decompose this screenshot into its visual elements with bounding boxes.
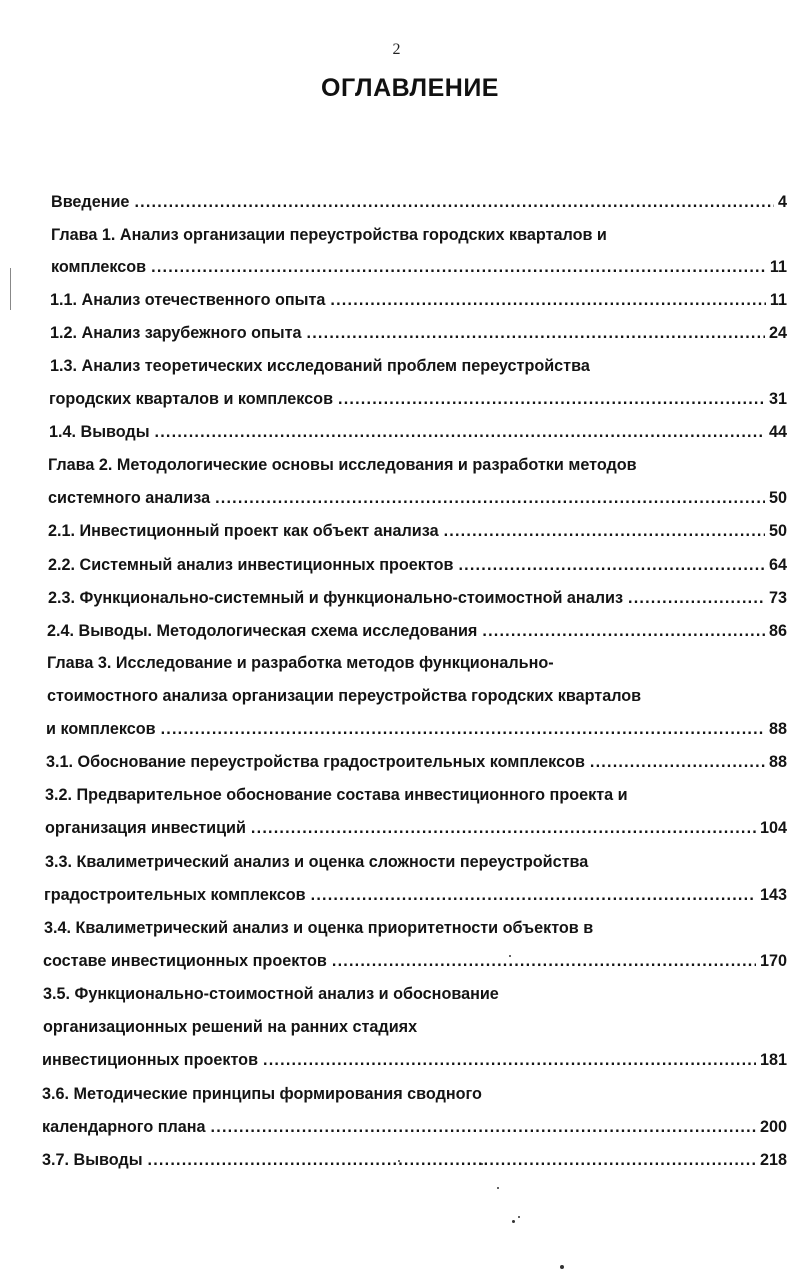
page-title: ОГЛАВЛЕНИЕ bbox=[321, 74, 499, 102]
toc-page-number: 73 bbox=[768, 589, 787, 607]
toc-line bbox=[50, 320, 787, 346]
toc-page-number: 88 bbox=[768, 720, 787, 738]
toc-line bbox=[48, 518, 787, 544]
toc-line bbox=[48, 552, 787, 578]
toc-page-number: 64 bbox=[768, 556, 787, 574]
toc-line bbox=[43, 1014, 417, 1040]
toc-dot-leader bbox=[263, 1047, 756, 1073]
page-number: 2 bbox=[392, 41, 401, 58]
toc-line bbox=[48, 485, 787, 511]
toc-entry-title: организация инвестиций bbox=[45, 819, 246, 837]
toc-entry-title: инвестиционных проектов bbox=[42, 1051, 259, 1069]
toc-line bbox=[49, 419, 787, 445]
toc-line bbox=[45, 782, 628, 808]
toc-page-number: 50 bbox=[768, 489, 787, 507]
toc-line bbox=[47, 650, 554, 676]
toc-page-number: 11 bbox=[769, 258, 787, 276]
toc-dot-leader bbox=[458, 552, 765, 578]
toc-dot-leader bbox=[628, 585, 765, 611]
toc-line bbox=[51, 254, 787, 280]
toc-line bbox=[42, 1081, 482, 1107]
toc-line bbox=[44, 915, 593, 941]
toc-entry-title: 2.3. Функционально-системный и функционально-стоимостной анализ bbox=[48, 589, 623, 607]
toc-line bbox=[45, 849, 588, 875]
toc-entry-title: Введение bbox=[51, 193, 130, 211]
toc-page-number: 200 bbox=[759, 1118, 787, 1136]
toc-entry-title: 1.3. Анализ теоретических исследований проблем переустройства bbox=[50, 357, 590, 375]
toc-page-number: 50 bbox=[768, 522, 787, 540]
toc-line bbox=[47, 618, 787, 644]
toc-line bbox=[48, 452, 637, 478]
toc-dot-leader bbox=[311, 882, 756, 908]
toc-page-number: 31 bbox=[768, 390, 787, 408]
toc-dot-leader bbox=[134, 189, 774, 215]
toc-entry-title: 3.3. Квалиметрический анализ и оценка сложности переустройства bbox=[45, 853, 589, 871]
toc-page-number: 104 bbox=[759, 819, 787, 837]
toc-entry-title: составе инвестиционных проектов bbox=[43, 952, 327, 970]
toc-line bbox=[46, 716, 787, 742]
toc-entry-title: 1.1. Анализ отечественного опыта bbox=[50, 291, 326, 309]
toc-line bbox=[42, 1114, 787, 1140]
toc-line bbox=[43, 948, 787, 974]
toc-page-number: 44 bbox=[768, 423, 787, 441]
toc-entry-title: 3.5. Функционально-стоимостной анализ и обоснование bbox=[43, 985, 499, 1003]
toc-entry-title: 3.1. Обоснование переустройства градостроительных комплексов bbox=[46, 753, 585, 771]
toc-entry-title: календарного плана bbox=[42, 1118, 206, 1136]
toc-dot-leader bbox=[332, 948, 756, 974]
toc-entry-title: 3.4. Квалиметрический анализ и оценка приоритетности объектов в bbox=[44, 919, 594, 937]
toc-entry-title: градостроительных комплексов bbox=[44, 886, 306, 904]
toc-line bbox=[51, 189, 787, 215]
toc-line bbox=[43, 981, 499, 1007]
toc-entry-title: 3.7. Выводы bbox=[42, 1151, 143, 1169]
toc-entry-title: Глава 3. Исследование и разработка методов функционально- bbox=[47, 654, 554, 672]
toc-line bbox=[46, 749, 787, 775]
toc-entry-title: 2.1. Инвестиционный проект как объект анализа bbox=[48, 522, 439, 540]
toc-page-number: 181 bbox=[759, 1051, 787, 1069]
toc-dot-leader bbox=[444, 518, 765, 544]
toc-page-number: 170 bbox=[759, 952, 787, 970]
toc-dot-leader bbox=[151, 254, 766, 280]
toc-dot-leader bbox=[148, 1147, 756, 1173]
toc-page-number: 4 bbox=[777, 193, 787, 211]
toc-entry-title: 1.2. Анализ зарубежного опыта bbox=[50, 324, 302, 342]
toc-dot-leader bbox=[161, 716, 765, 742]
toc-entry-title: 2.4. Выводы. Методологическая схема исследования bbox=[47, 622, 478, 640]
toc-entry-title: системного анализа bbox=[48, 489, 211, 507]
toc-entry-title: стоимостного анализа организации переустройства городских кварталов bbox=[47, 687, 642, 705]
toc-page-number: 11 bbox=[769, 291, 787, 309]
toc-dot-leader bbox=[482, 618, 765, 644]
toc-page-number: 143 bbox=[759, 886, 787, 904]
toc-line bbox=[50, 353, 590, 379]
toc-entry-title: и комплексов bbox=[46, 720, 156, 738]
toc-entry-title: Глава 1. Анализ организации переустройства городских кварталов и bbox=[51, 226, 607, 244]
toc-entry-title: организационных решений на ранних стадиях bbox=[43, 1018, 418, 1036]
toc-entry-title: городских кварталов и комплексов bbox=[49, 390, 334, 408]
toc-line bbox=[49, 386, 787, 412]
toc-entry-title: 3.2. Предварительное обоснование состава инвестиционного проекта и bbox=[45, 786, 628, 804]
toc-line bbox=[42, 1047, 787, 1073]
toc-dot-leader bbox=[215, 485, 765, 511]
toc-dot-leader bbox=[307, 320, 765, 346]
toc-line bbox=[50, 287, 787, 313]
toc-line bbox=[48, 585, 787, 611]
toc-entry-title: Глава 2. Методологические основы исследования и разработки методов bbox=[48, 456, 637, 474]
toc-dot-leader bbox=[211, 1114, 756, 1140]
toc-line bbox=[45, 815, 787, 841]
toc-entry-title: комплексов bbox=[51, 258, 147, 276]
toc-page-number: 24 bbox=[768, 324, 787, 342]
toc-dot-leader bbox=[338, 386, 765, 412]
toc-line bbox=[47, 683, 641, 709]
toc-entry-title: 2.2. Системный анализ инвестиционных проектов bbox=[48, 556, 454, 574]
toc-entry-title: 3.6. Методические принципы формирования сводного bbox=[42, 1085, 482, 1103]
toc-entry-title: 1.4. Выводы bbox=[49, 423, 150, 441]
toc-page-number: 86 bbox=[768, 622, 787, 640]
toc-line bbox=[44, 882, 787, 908]
toc-dot-leader bbox=[590, 749, 765, 775]
toc-dot-leader bbox=[251, 815, 756, 841]
toc-page-number: 218 bbox=[759, 1151, 787, 1169]
toc-line bbox=[42, 1147, 787, 1173]
toc-dot-leader bbox=[155, 419, 765, 445]
toc-line bbox=[51, 222, 607, 248]
toc-page-number: 88 bbox=[768, 753, 787, 771]
toc-dot-leader bbox=[330, 287, 765, 313]
